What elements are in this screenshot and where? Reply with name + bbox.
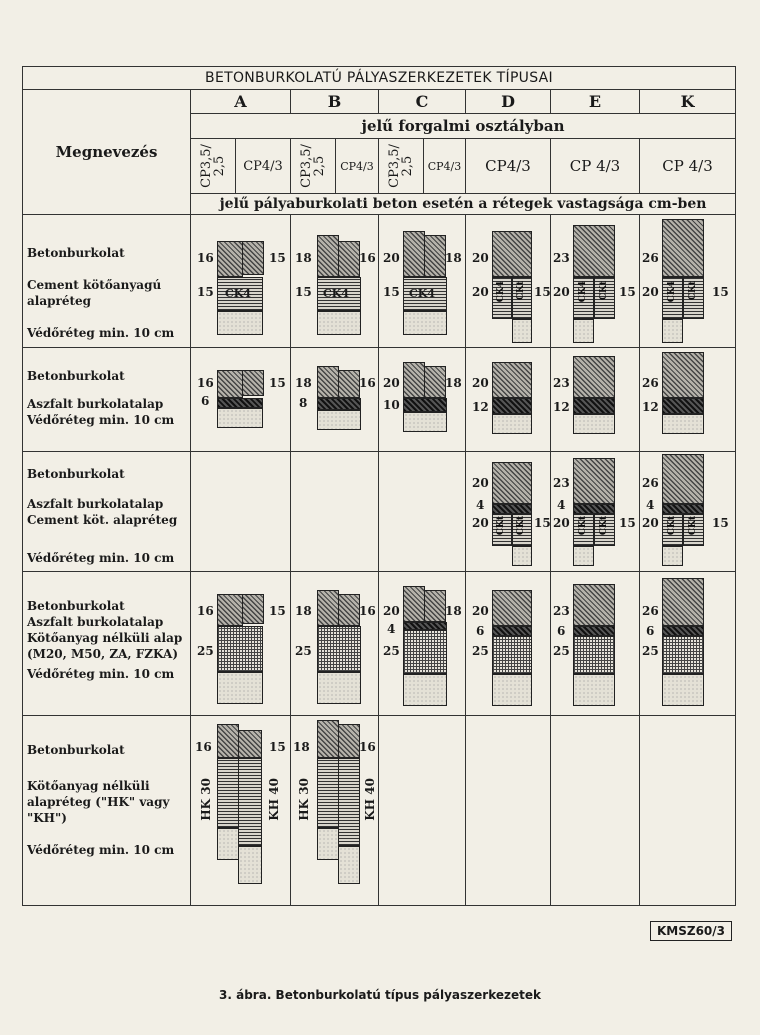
row2-label-0: Betonburkolat	[27, 369, 125, 383]
row2-cell-c: 20 18 10	[379, 348, 466, 452]
row4-label-2: Kötőanyag nélküli alap	[27, 631, 183, 645]
row5-cell-c	[379, 716, 466, 906]
document-code: KMSZ60/3	[650, 921, 732, 941]
row3-cell-a	[191, 452, 291, 572]
row4-labels	[23, 572, 191, 716]
row3-labels	[23, 452, 191, 572]
row2-label-1: Aszfalt burkolatalap	[27, 397, 164, 411]
row5-cell-d	[466, 716, 551, 906]
column-d: D	[466, 90, 551, 114]
row5-label-2: alapréteg ("HK" vagy	[27, 795, 170, 809]
row1-cell-k: CK4 CKt 26 20 15	[640, 215, 736, 348]
row4-cell-a: 16 15 25	[191, 572, 291, 716]
pavement-types-table	[22, 66, 736, 906]
row2-label-2: Védőréteg min. 10 cm	[27, 413, 175, 427]
row4-label-4: Védőréteg min. 10 cm	[27, 667, 175, 681]
column-e: E	[551, 90, 640, 114]
row2-cell-b: 18 16 8	[291, 348, 379, 452]
row4-cell-c: 20 18 4 25	[379, 572, 466, 716]
row2-cell-k: 26 12	[640, 348, 736, 452]
row1-label-3: Védőréteg min. 10 cm	[27, 326, 175, 340]
table-title: BETONBURKOLATÚ PÁLYASZERKEZETEK TÍPUSAI	[23, 67, 736, 90]
row1-cell-c: 20 18 15 CK4	[379, 215, 466, 348]
class-c1: CP3,5/ 2,5	[379, 139, 424, 194]
thickness-header: jelű pályaburkolati beton esetén a rétegek vastagsága cm-ben	[191, 194, 736, 215]
column-c: C	[379, 90, 466, 114]
row1-label-2: alapréteg	[27, 294, 92, 308]
row5-cell-b: 18 16 HK 30 KH 40	[291, 716, 379, 906]
row4-cell-k: 26 6 25	[640, 572, 736, 716]
class-a1: CP3,5/ 2,5	[191, 139, 236, 194]
row1-cell-a: 16 15 15 CK4	[191, 215, 291, 348]
row2-cell-e: 23 12	[551, 348, 640, 452]
class-k: CP 4/3	[640, 139, 736, 194]
row2-cell-d: 20 12	[466, 348, 551, 452]
class-b2: CP4/3	[336, 139, 379, 194]
row2-cell-a: 16 15 6	[191, 348, 291, 452]
column-k: K	[640, 90, 736, 114]
class-c2: CP4/3	[424, 139, 466, 194]
row1-label-0: Betonburkolat	[27, 246, 125, 260]
row3-label-2: Cement köt. alapréteg	[27, 513, 178, 527]
row4-cell-d: 20 6 25	[466, 572, 551, 716]
row5-label-3: "KH")	[27, 811, 67, 825]
row3-label-1: Aszfalt burkolatalap	[27, 497, 164, 511]
class-a2: CP4/3	[236, 139, 291, 194]
row5-label-0: Betonburkolat	[27, 743, 125, 757]
row4-label-0: Betonburkolat	[27, 599, 125, 613]
figure-caption: 3. ábra. Betonburkolatú típus pályaszerkezetek	[219, 988, 541, 1002]
row3-cell-e: CKt CKt 23 4 20 15	[551, 452, 640, 572]
row2-labels	[23, 348, 191, 452]
row3-cell-b	[291, 452, 379, 572]
row1-labels	[23, 215, 191, 348]
megnevezes-header: Megnevezés	[23, 90, 191, 215]
class-e: CP 4/3	[551, 139, 640, 194]
row5-label-4: Védőréteg min. 10 cm	[27, 843, 175, 857]
row4-cell-e: 23 6 25	[551, 572, 640, 716]
row5-label-1: Kötőanyag nélküli	[27, 779, 150, 793]
row4-cell-b: 18 16 25	[291, 572, 379, 716]
row5-cell-e	[551, 716, 640, 906]
row1-cell-d: CK4 CKt 20 20 15	[466, 215, 551, 348]
row5-labels	[23, 716, 191, 906]
row1-cell-b: 18 16 15 CK4	[291, 215, 379, 348]
row3-cell-k: CKt CKt 26 4 20 15	[640, 452, 736, 572]
row3-label-3: Védőréteg min. 10 cm	[27, 551, 175, 565]
row1-label-1: Cement kötőanyagú	[27, 278, 162, 292]
class-b1: CP3,5/ 2,5	[291, 139, 336, 194]
row3-cell-c	[379, 452, 466, 572]
row3-cell-d: CKt CKt 20 4 20 15	[466, 452, 551, 572]
class-d: CP4/3	[466, 139, 551, 194]
row5-cell-a: 16 15 HK 30 KH 40	[191, 716, 291, 906]
row1-cell-e: CK4 CKt 23 20 15	[551, 215, 640, 348]
forgalmi-header: jelű forgalmi osztályban	[191, 114, 736, 139]
column-b: B	[291, 90, 379, 114]
row4-label-3: (M20, M50, ZA, FZKA)	[27, 647, 178, 661]
row3-label-0: Betonburkolat	[27, 467, 125, 481]
row5-cell-k	[640, 716, 736, 906]
column-a: A	[191, 90, 291, 114]
row4-label-1: Aszfalt burkolatalap	[27, 615, 164, 629]
